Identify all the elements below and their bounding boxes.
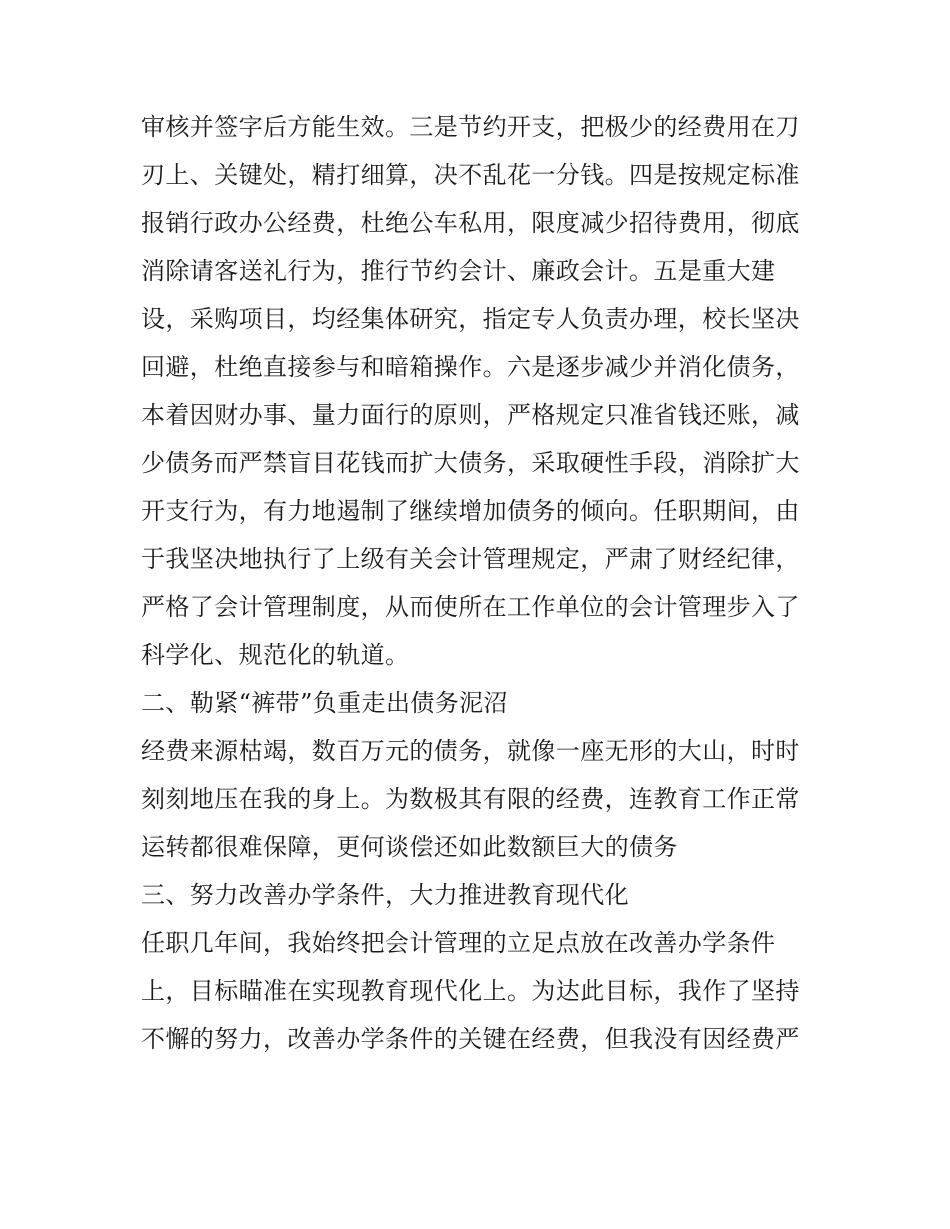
text-line: 审核并签字后方能生效。三是节约开支，把极少的经费用在刀 (141, 113, 800, 141)
text-line: 消除请客送礼行为，推行节约会计、廉政会计。五是重大建 (141, 257, 776, 285)
text-line: 报销行政办公经费，杜绝公车私用，限度减少招待费用，彻底 (141, 209, 800, 237)
section-heading: 三、努力改善办学条件，大力推进教育现代化 (141, 881, 629, 909)
text-line: 刻刻地压在我的身上。为数极其有限的经费，连教育工作正常 (141, 785, 800, 813)
text-line: 开支行为，有力地遏制了继续增加债务的倾向。任职期间，由 (141, 497, 800, 525)
text-line: 本着因财办事、量力面行的原则，严格规定只准省钱还账，减 (141, 401, 800, 429)
text-line: 刃上、关键处，精打细算，决不乱花一分钱。四是按规定标准 (141, 161, 800, 189)
text-line: 设，采购项目，均经集体研究，指定专人负责办理，校长坚决 (141, 305, 800, 333)
body-text (141, 103, 821, 1063)
text-line: 严格了会计管理制度，从而使所在工作单位的会计管理步入了 (141, 593, 800, 621)
text-line: 少债务而严禁盲目花钱而扩大债务，采取硬性手段，消除扩大 (141, 449, 800, 477)
section-heading: 二、勒紧“裤带”负重走出债务泥沼 (141, 689, 508, 717)
text-line: 上，目标瞄准在实现教育现代化上。为达此目标，我作了坚持 (141, 977, 800, 1005)
text-line: 科学化、规范化的轨道。 (141, 641, 410, 669)
text-line: 经费来源枯竭，数百万元的债务，就像一座无形的大山，时时 (141, 737, 800, 765)
text-line: 运转都很难保障，更何谈偿还如此数额巨大的债务 (141, 833, 678, 861)
text-line: 回避，杜绝直接参与和暗箱操作。六是逐步减少并消化债务， (141, 353, 800, 381)
text-line: 任职几年间，我始终把会计管理的立足点放在改善办学条件 (141, 929, 776, 957)
text-line: 不懈的努力，改善办学条件的关键在经费，但我没有因经费严 (141, 1025, 800, 1053)
text-line: 于我坚决地执行了上级有关会计管理规定，严肃了财经纪律， (141, 545, 800, 573)
